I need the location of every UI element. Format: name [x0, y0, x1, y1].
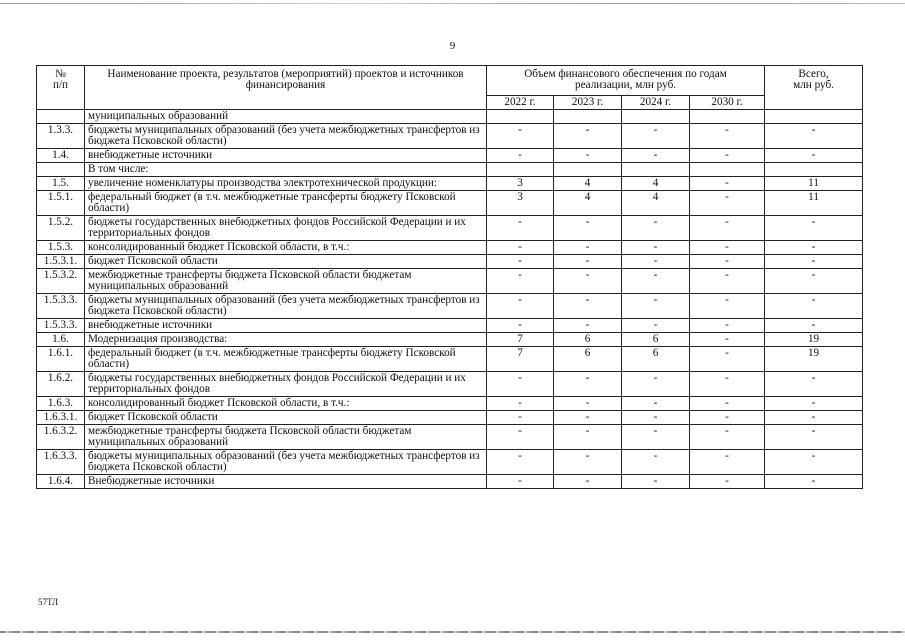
value-2022: 7 — [487, 347, 554, 372]
row-number: 1.3.3. — [37, 124, 85, 149]
table-row — [37, 191, 863, 216]
value-2023 — [554, 163, 622, 177]
value-2022: - — [487, 411, 554, 425]
row-number: 1.5.3. — [37, 241, 85, 255]
row-name: федеральный бюджет (в т.ч. межбюджетные трансферты бюджету Псковской области) — [85, 191, 487, 216]
value-2024: - — [622, 411, 690, 425]
value-2030: - — [690, 372, 765, 397]
table-row — [37, 177, 863, 191]
row-number: 1.5. — [37, 177, 85, 191]
value-2024: - — [622, 425, 690, 450]
table-row — [37, 269, 863, 294]
value-2024: - — [622, 319, 690, 333]
value-2022: - — [487, 241, 554, 255]
row-number: 1.5.3.2. — [37, 269, 85, 294]
column-header-name: Наименование проекта, результатов (мероприятий) проектов и источников финансирования — [85, 66, 487, 110]
value-2024: 6 — [622, 347, 690, 372]
row-name: бюджет Псковской области — [85, 255, 487, 269]
row-name: Внебюджетные источники — [85, 475, 487, 489]
value-2022: - — [487, 294, 554, 319]
value-2022 — [487, 110, 554, 124]
value-total: 19 — [765, 333, 863, 347]
value-2024: - — [622, 372, 690, 397]
value-2024: 6 — [622, 333, 690, 347]
value-2022: - — [487, 124, 554, 149]
table-row — [37, 411, 863, 425]
value-2030: - — [690, 347, 765, 372]
table-row — [37, 397, 863, 411]
value-2023: 4 — [554, 177, 622, 191]
row-name: бюджеты муниципальных образований (без учета межбюджетных трансфертов из бюджета Псковской области) — [85, 124, 487, 149]
value-2023: - — [554, 149, 622, 163]
value-2030: - — [690, 425, 765, 450]
row-number: 1.6.3. — [37, 397, 85, 411]
value-2030: - — [690, 177, 765, 191]
year-header: 2030 г. — [690, 96, 765, 110]
row-number: 1.6.2. — [37, 372, 85, 397]
value-2022: - — [487, 216, 554, 241]
value-total: - — [765, 475, 863, 489]
column-header-total: Всего, млн руб. — [765, 66, 863, 110]
value-2022: - — [487, 269, 554, 294]
value-2023: - — [554, 372, 622, 397]
value-2030: - — [690, 319, 765, 333]
scan-edge-bottom — [0, 631, 905, 633]
row-name: бюджеты муниципальных образований (без учета межбюджетных трансфертов из бюджета Псковской области) — [85, 450, 487, 475]
row-number: 1.4. — [37, 149, 85, 163]
value-total: - — [765, 124, 863, 149]
table-row — [37, 294, 863, 319]
value-2022: - — [487, 450, 554, 475]
footer-code: 57ТЛ — [38, 597, 59, 607]
row-name: внебюджетные источники — [85, 149, 487, 163]
table-row — [37, 333, 863, 347]
value-2030: - — [690, 411, 765, 425]
value-2023: - — [554, 475, 622, 489]
row-name: Модернизация производства: — [85, 333, 487, 347]
value-2023: - — [554, 397, 622, 411]
table-row — [37, 163, 863, 177]
value-total — [765, 163, 863, 177]
value-total: - — [765, 450, 863, 475]
row-name: федеральный бюджет (в т.ч. межбюджетные трансферты бюджету Псковской области) — [85, 347, 487, 372]
value-2024: - — [622, 294, 690, 319]
value-2022: - — [487, 372, 554, 397]
table-row — [37, 319, 863, 333]
value-total: - — [765, 425, 863, 450]
value-2030: - — [690, 149, 765, 163]
value-2030: - — [690, 475, 765, 489]
row-name: муниципальных образований — [85, 110, 487, 124]
value-2030: - — [690, 269, 765, 294]
value-2023: - — [554, 216, 622, 241]
value-2022: - — [487, 255, 554, 269]
value-2023: - — [554, 241, 622, 255]
value-2024: - — [622, 124, 690, 149]
value-2024 — [622, 110, 690, 124]
value-2030: - — [690, 124, 765, 149]
table-row — [37, 149, 863, 163]
value-total: - — [765, 241, 863, 255]
row-number: 1.6.3.2. — [37, 425, 85, 450]
value-2022: - — [487, 149, 554, 163]
table-body — [37, 110, 863, 489]
value-2023: 4 — [554, 191, 622, 216]
row-number: 1.6.1. — [37, 347, 85, 372]
row-name: консолидированный бюджет Псковской области, в т.ч.: — [85, 397, 487, 411]
value-2030: - — [690, 216, 765, 241]
table-row — [37, 372, 863, 397]
value-2024: - — [622, 216, 690, 241]
table-row — [37, 425, 863, 450]
value-total: - — [765, 269, 863, 294]
table-row — [37, 450, 863, 475]
value-total: - — [765, 397, 863, 411]
table-row — [37, 347, 863, 372]
row-number: 1.5.3.3. — [37, 319, 85, 333]
row-name: бюджеты государственных внебюджетных фондов Российской Федерации и их территориальных фондов — [85, 372, 487, 397]
value-2030: - — [690, 450, 765, 475]
row-number — [37, 110, 85, 124]
value-2022: 3 — [487, 191, 554, 216]
value-total: - — [765, 216, 863, 241]
row-number: 1.6.3.1. — [37, 411, 85, 425]
row-name: межбюджетные трансферты бюджета Псковской области бюджетам муниципальных образований — [85, 425, 487, 450]
row-name: увеличение номенклатуры производства электротехнической продукции: — [85, 177, 487, 191]
row-name: консолидированный бюджет Псковской области, в т.ч.: — [85, 241, 487, 255]
value-2023: 6 — [554, 333, 622, 347]
value-2030: - — [690, 241, 765, 255]
row-name: бюджет Псковской области — [85, 411, 487, 425]
value-2022: 7 — [487, 333, 554, 347]
value-2024: 4 — [622, 177, 690, 191]
value-total: - — [765, 372, 863, 397]
row-name: бюджеты муниципальных образований (без учета межбюджетных трансфертов из бюджета Псковской области) — [85, 294, 487, 319]
year-header: 2022 г. — [487, 96, 554, 110]
value-total: - — [765, 255, 863, 269]
table-row — [37, 124, 863, 149]
row-name: внебюджетные источники — [85, 319, 487, 333]
value-2030: - — [690, 191, 765, 216]
value-2024: - — [622, 241, 690, 255]
value-total: - — [765, 411, 863, 425]
value-2022: - — [487, 319, 554, 333]
year-header: 2023 г. — [554, 96, 622, 110]
value-2030: - — [690, 397, 765, 411]
row-number: 1.6. — [37, 333, 85, 347]
value-total: 11 — [765, 177, 863, 191]
scan-edge-top — [0, 3, 905, 4]
value-2030 — [690, 163, 765, 177]
header-row — [37, 66, 863, 96]
row-name: бюджеты государственных внебюджетных фондов Российской Федерации и их территориальных фондов — [85, 216, 487, 241]
value-total: 19 — [765, 347, 863, 372]
table-row — [37, 475, 863, 489]
row-number: 1.5.3.1. — [37, 255, 85, 269]
value-2024: - — [622, 397, 690, 411]
value-2022: - — [487, 397, 554, 411]
row-number: 1.5.2. — [37, 216, 85, 241]
value-2023: - — [554, 319, 622, 333]
value-2030: - — [690, 255, 765, 269]
value-2023: - — [554, 255, 622, 269]
value-2023: - — [554, 294, 622, 319]
column-header-number: № п/п — [37, 66, 85, 110]
value-2022: 3 — [487, 177, 554, 191]
row-number: 1.5.3.3. — [37, 294, 85, 319]
value-total: - — [765, 294, 863, 319]
column-header-volume: Объем финансового обеспечения по годам реализации, млн руб. — [487, 66, 765, 96]
page-number: 9 — [449, 40, 456, 52]
value-2024 — [622, 163, 690, 177]
row-number — [37, 163, 85, 177]
value-2024: - — [622, 269, 690, 294]
value-2023: - — [554, 411, 622, 425]
row-number: 1.6.4. — [37, 475, 85, 489]
value-2022: - — [487, 475, 554, 489]
value-2023: - — [554, 124, 622, 149]
value-total: - — [765, 319, 863, 333]
value-total: - — [765, 149, 863, 163]
value-2030: - — [690, 333, 765, 347]
row-number: 1.5.1. — [37, 191, 85, 216]
value-2023: 6 — [554, 347, 622, 372]
table-row — [37, 241, 863, 255]
value-2024: - — [622, 149, 690, 163]
value-2024: 4 — [622, 191, 690, 216]
row-name: В том числе: — [85, 163, 487, 177]
value-total — [765, 110, 863, 124]
financing-table — [36, 65, 863, 489]
value-2024: - — [622, 450, 690, 475]
value-2024: - — [622, 475, 690, 489]
value-2022 — [487, 163, 554, 177]
value-2023 — [554, 110, 622, 124]
row-name: межбюджетные трансферты бюджета Псковской области бюджетам муниципальных образований — [85, 269, 487, 294]
value-2030 — [690, 110, 765, 124]
year-header: 2024 г. — [622, 96, 690, 110]
value-2023: - — [554, 450, 622, 475]
value-2022: - — [487, 425, 554, 450]
value-2024: - — [622, 255, 690, 269]
table-row — [37, 216, 863, 241]
value-2023: - — [554, 269, 622, 294]
table-row — [37, 255, 863, 269]
value-2030: - — [690, 294, 765, 319]
value-2023: - — [554, 425, 622, 450]
table-row — [37, 110, 863, 124]
value-total: 11 — [765, 191, 863, 216]
row-number: 1.6.3.3. — [37, 450, 85, 475]
